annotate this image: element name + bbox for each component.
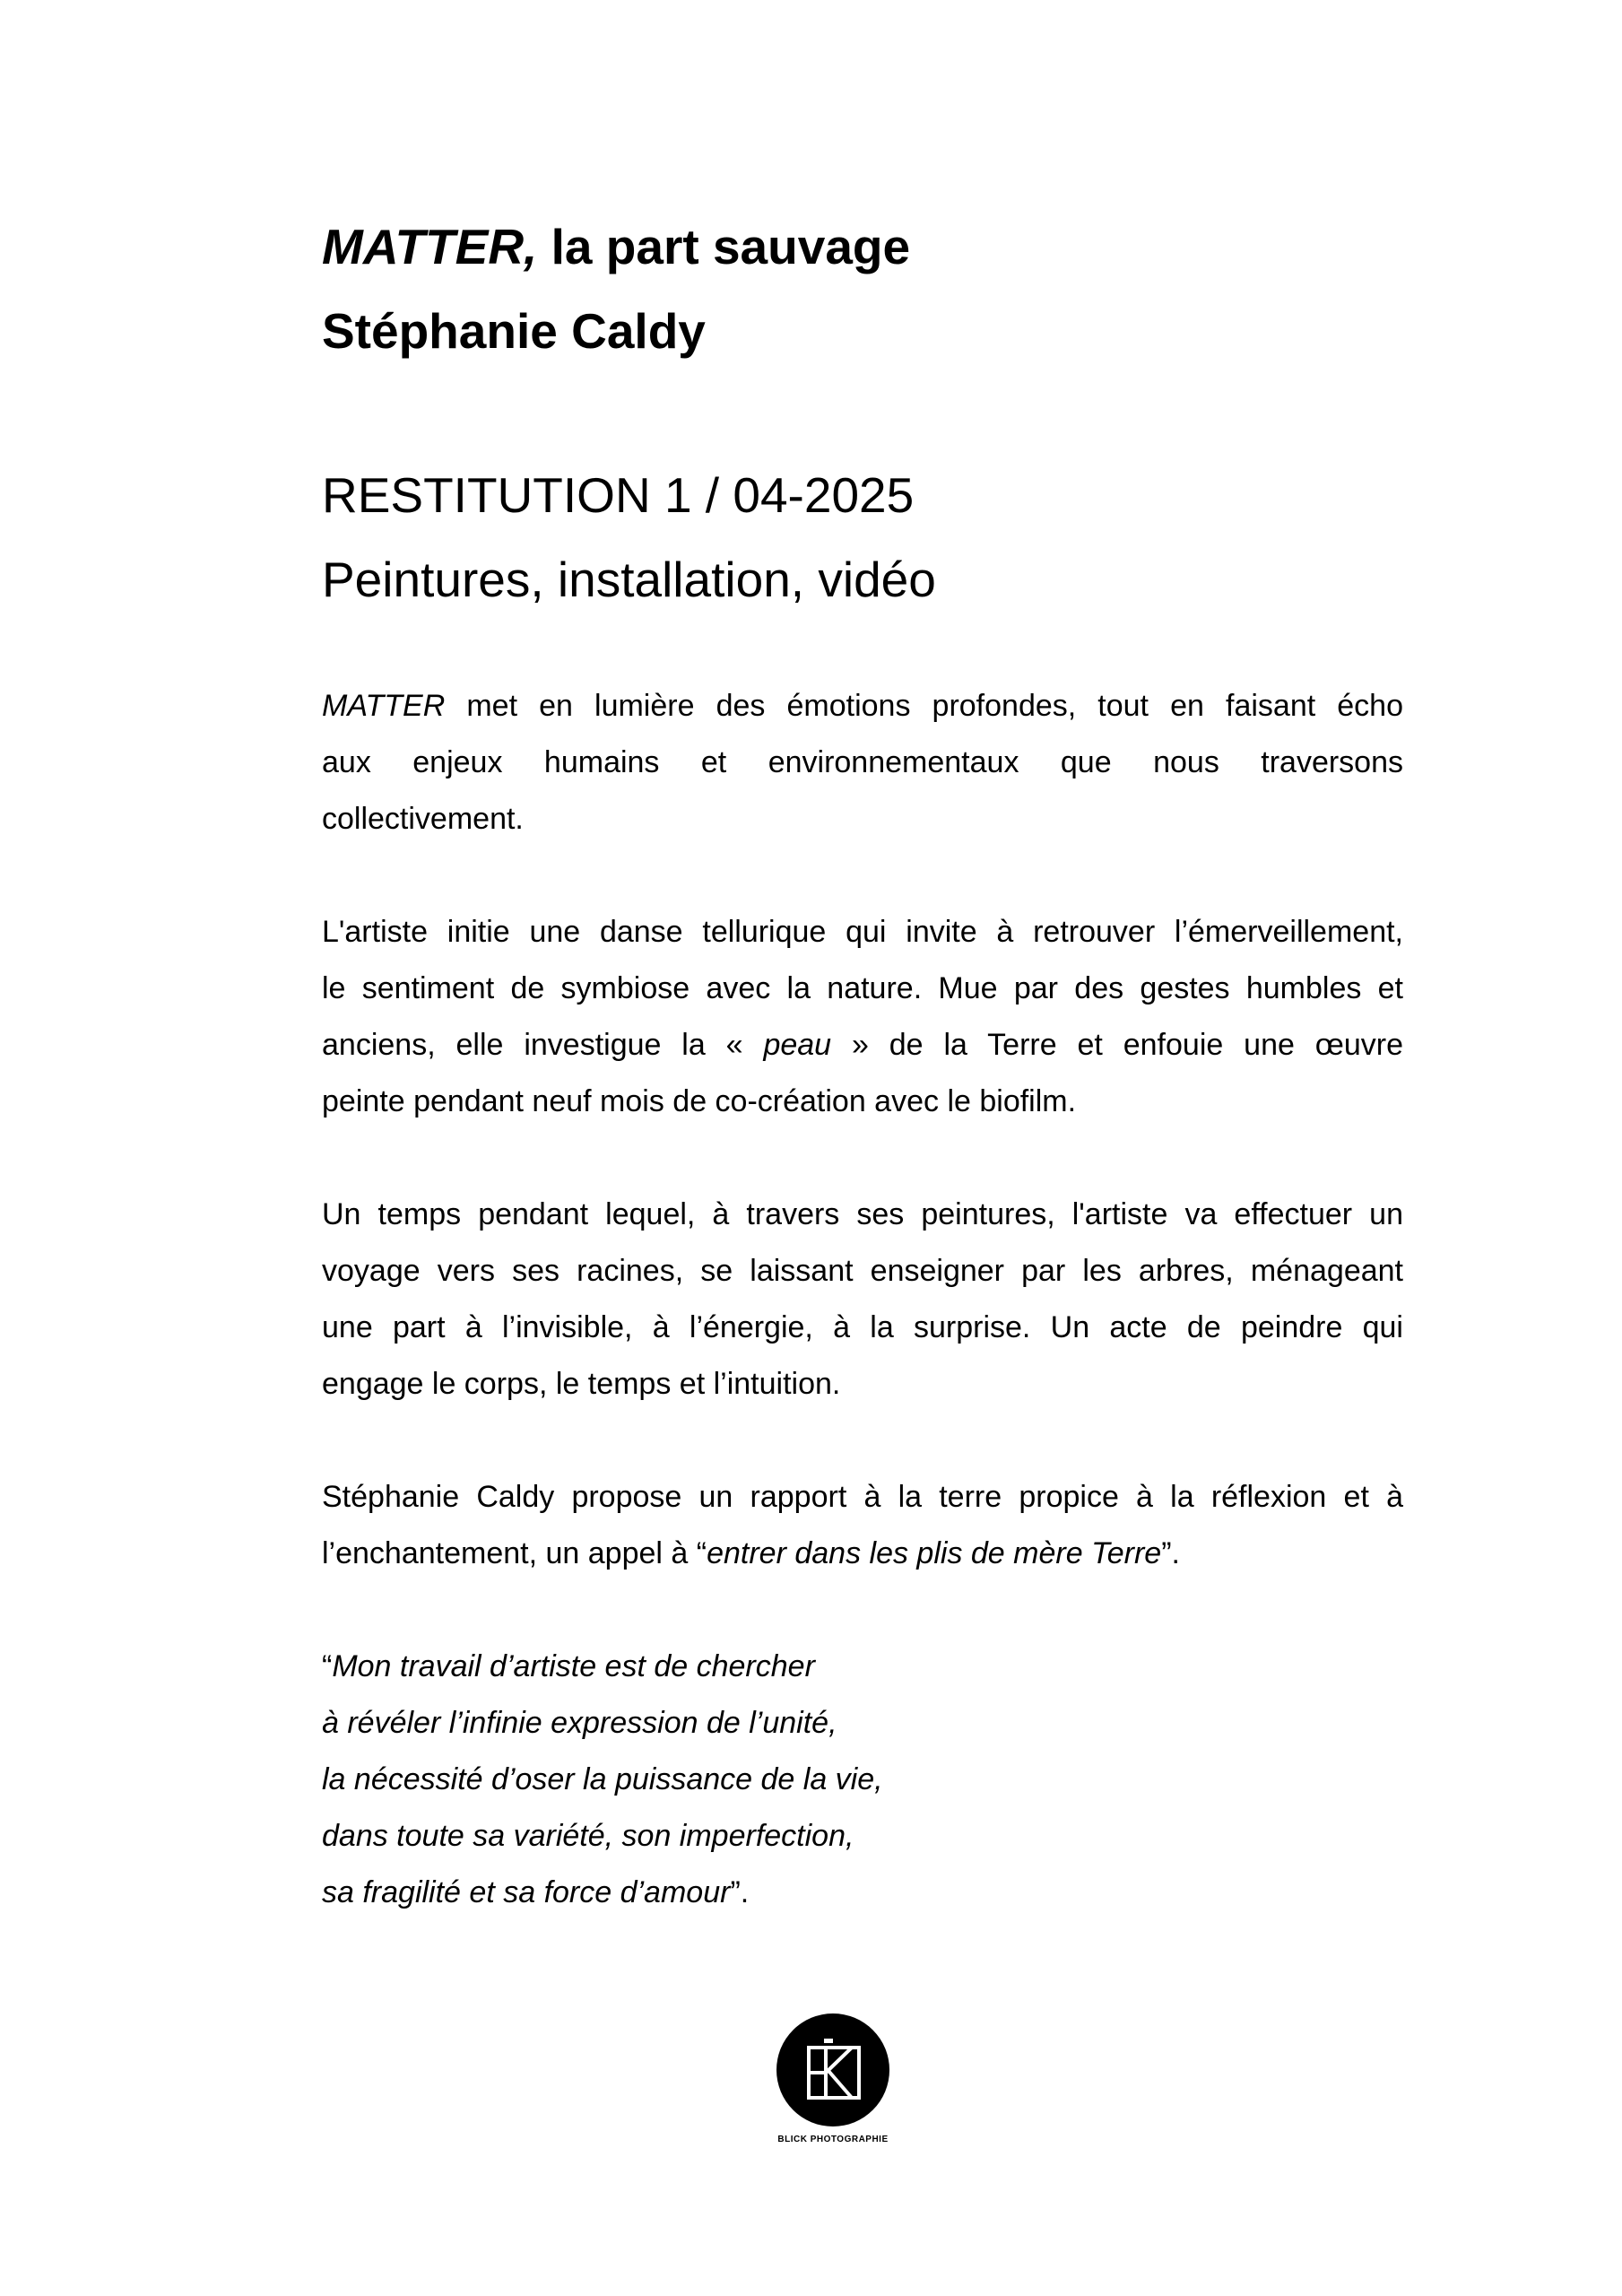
paragraph-line (322, 1017, 1403, 1074)
quote-line (322, 1639, 1403, 1695)
paragraph-line: collectivement. (322, 802, 524, 836)
paragraph-line: Un temps pendant lequel, à travers ses peintures, l'artiste va effectuer un (322, 1197, 1403, 1231)
paragraph-line: aux enjeux humains et environnementaux que nous traversons (322, 745, 1403, 779)
artist-name: Stéphanie Caldy (322, 303, 706, 359)
title-block (322, 204, 1403, 373)
quote-close-mark: ”. (730, 1875, 750, 1909)
subtitle-block (322, 453, 1403, 622)
paragraph-line: une part à l’invisible, à l’énergie, à la surprise. Un acte de peindre qui (322, 1310, 1403, 1344)
quote-line: à révéler l’infinie expression de l’unité, (322, 1706, 837, 1740)
title-rest: la part sauvage (537, 219, 911, 274)
quote-line (322, 1865, 1403, 1921)
citation-italic: entrer dans les plis de mère Terre (707, 1536, 1162, 1570)
quote-text: Mon travail d’artiste est de chercher (332, 1649, 815, 1683)
paragraph-line (322, 1526, 1403, 1582)
matter-italic: MATTER (322, 689, 446, 723)
paragraph-line: Stéphanie Caldy propose un rapport à la terre propice à la réflexion et à (322, 1480, 1403, 1514)
paragraph-2 (322, 904, 1403, 1130)
blick-photographie-logo (775, 2012, 891, 2144)
paragraph-text: met en lumière des émotions profondes, tout en faisant écho (445, 689, 1403, 723)
paragraph-line (322, 678, 1403, 735)
paragraph-line: L'artiste initie une danse tellurique qui invite à retrouver l’émerveillement, (322, 915, 1403, 949)
title-italic: MATTER, (322, 219, 538, 274)
quote-open-mark: “ (322, 1649, 333, 1683)
paragraph-4 (322, 1469, 1403, 1582)
paragraph-1 (322, 678, 1403, 848)
media-heading: Peintures, installation, vidéo (322, 552, 936, 607)
paragraph-3 (322, 1187, 1403, 1413)
quote-line: dans toute sa variété, son imperfection, (322, 1819, 854, 1853)
blick-logo-icon (775, 2012, 891, 2128)
restitution-heading: RESTITUTION 1 / 04-2025 (322, 467, 915, 523)
logo-caption: BLICK PHOTOGRAPHIE (777, 2135, 889, 2144)
quote-line: la nécessité d’oser la puissance de la vie, (322, 1762, 883, 1796)
paragraph-line: engage le corps, le temps et l’intuition. (322, 1367, 841, 1401)
exhibition-title (322, 204, 1403, 289)
paragraph-line: le sentiment de symbiose avec la nature. Mue par des gestes humbles et (322, 971, 1403, 1005)
peau-italic: peau (763, 1028, 832, 1062)
paragraph-text: l’enchantement, un appel à “ (322, 1536, 707, 1570)
paragraph-line: peinte pendant neuf mois de co-création avec le biofilm. (322, 1084, 1077, 1118)
paragraph-text: anciens, elle investigue la « (322, 1028, 764, 1062)
paragraph-text: ”. (1161, 1536, 1180, 1570)
paragraph-line: voyage vers ses racines, se laissant enseigner par les arbres, ménageant (322, 1254, 1403, 1288)
quote-text: sa fragilité et sa force d’amour (322, 1875, 731, 1909)
artist-quote (322, 1639, 1403, 1921)
paragraph-text: » de la Terre et enfouie une œuvre (831, 1028, 1403, 1062)
